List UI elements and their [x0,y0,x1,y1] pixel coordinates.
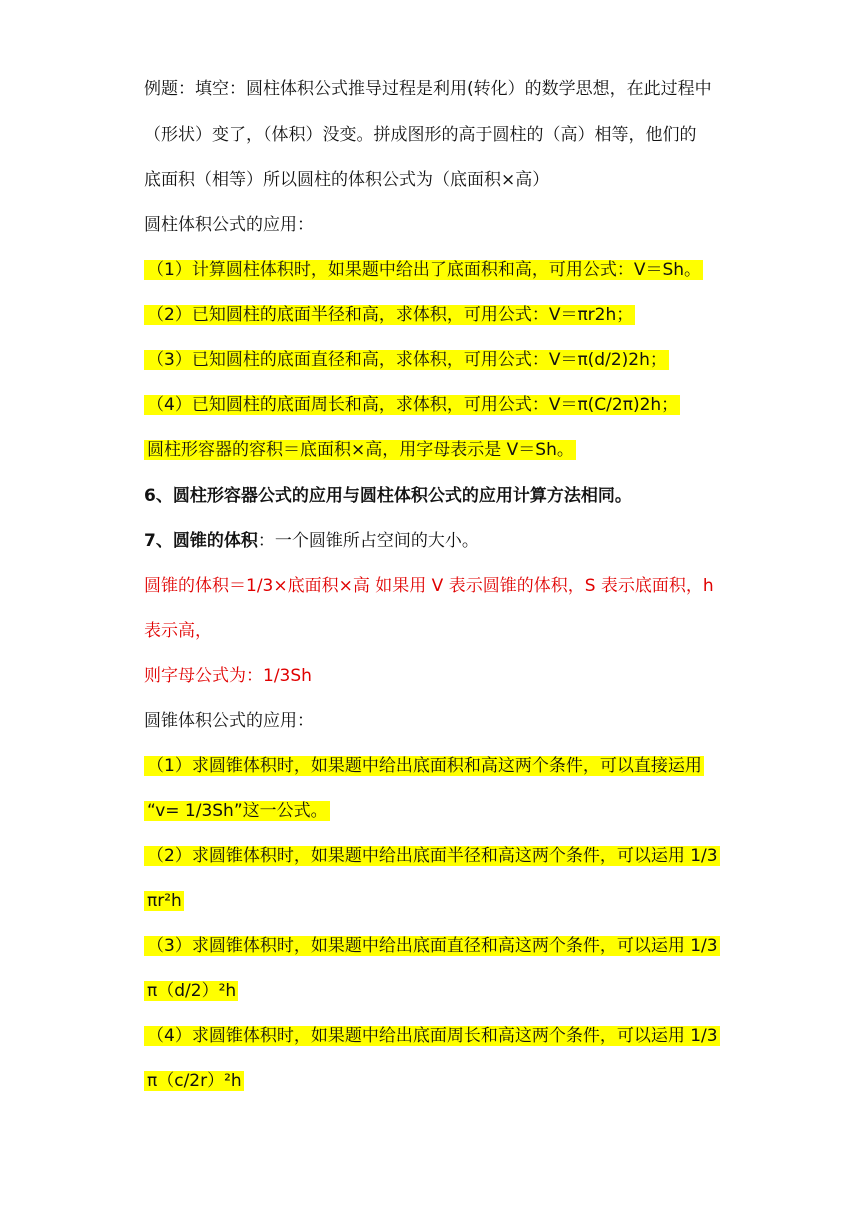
cylinder-rule-3: （3）已知圆柱的底面直径和高，求体积，可用公式：V＝π(d/2)2h； [144,350,669,370]
cone-rule-1-a: （1）求圆锥体积时，如果题中给出底面积和高这两个条件，可以直接运用 [144,756,704,776]
cylinder-rule-2: （2）已知圆柱的底面半径和高，求体积，可用公式：V＝πr2h； [144,305,635,325]
cone-application-heading: 圆锥体积公式的应用： [144,711,314,731]
cone-rule-3-line-b [144,972,238,1010]
cone-rule-3-a: （3）求圆锥体积时，如果题中给出底面直径和高这两个条件，可以运用 1/3 [144,936,720,956]
cone-rule-1-line-b [144,792,330,830]
section-7-line [144,522,479,560]
cone-letter-formula: 则字母公式为：1/3Sh [144,666,312,686]
cone-rule-1-b: “v= 1/3Sh”这一公式。 [144,801,330,821]
cone-rule-2-b: πr²h [144,891,184,911]
cylinder-rule-2-line [144,296,635,334]
section-6-heading: 6、圆柱形容器公式的应用与圆柱体积公式的应用计算方法相同。 [144,486,632,506]
cone-rule-4-line-a [144,1017,720,1055]
cylinder-rule-1: （1）计算圆柱体积时，如果题中给出了底面积和高，可用公式：V＝Sh。 [144,260,703,280]
cone-rule-4-a: （4）求圆锥体积时，如果题中给出底面周长和高这两个条件，可以运用 1/3 [144,1026,720,1046]
cone-rule-3-line-a [144,927,720,965]
container-volume-rule: 圆柱形容器的容积＝底面积×高，用字母表示是 V＝Sh。 [144,440,576,460]
container-volume-line [144,431,576,469]
cone-formula-line-1: 圆锥的体积＝1/3×底面积×高 如果用 V 表示圆锥的体积，S 表示底面积，h [144,576,714,596]
cylinder-application-heading: 圆柱体积公式的应用： [144,215,314,235]
cone-rule-1-line-a [144,747,704,785]
cone-rule-2-line-b [144,882,184,920]
section-7-heading: 7、圆锥的体积 [144,531,258,551]
example-line-1: 例题：填空：圆柱体积公式推导过程是利用(转化）的数学思想，在此过程中 [144,79,712,99]
cone-formula-line-2: 表示高， [144,621,212,641]
example-line-2: （形状）变了，（体积）没变。拼成图形的高于圆柱的（高）相等，他们的 [144,125,697,145]
cone-rule-2-line-a [144,837,720,875]
cone-rule-2-a: （2）求圆锥体积时，如果题中给出底面半径和高这两个条件，可以运用 1/3 [144,846,720,866]
cylinder-rule-4-line [144,386,680,424]
example-line-3: 底面积（相等）所以圆柱的体积公式为（底面积×高） [144,170,550,190]
section-7-definition: ：一个圆锥所占空间的大小。 [257,531,479,551]
cone-rule-4-b: π（c/2r）²h [144,1071,244,1091]
cylinder-rule-4: （4）已知圆柱的底面周长和高，求体积，可用公式：V＝π(C/2π)2h； [144,395,680,415]
cone-rule-3-b: π（d/2）²h [144,981,238,1001]
cone-rule-4-line-b [144,1062,244,1100]
cylinder-rule-3-line [144,341,669,379]
cylinder-rule-1-line [144,251,703,289]
